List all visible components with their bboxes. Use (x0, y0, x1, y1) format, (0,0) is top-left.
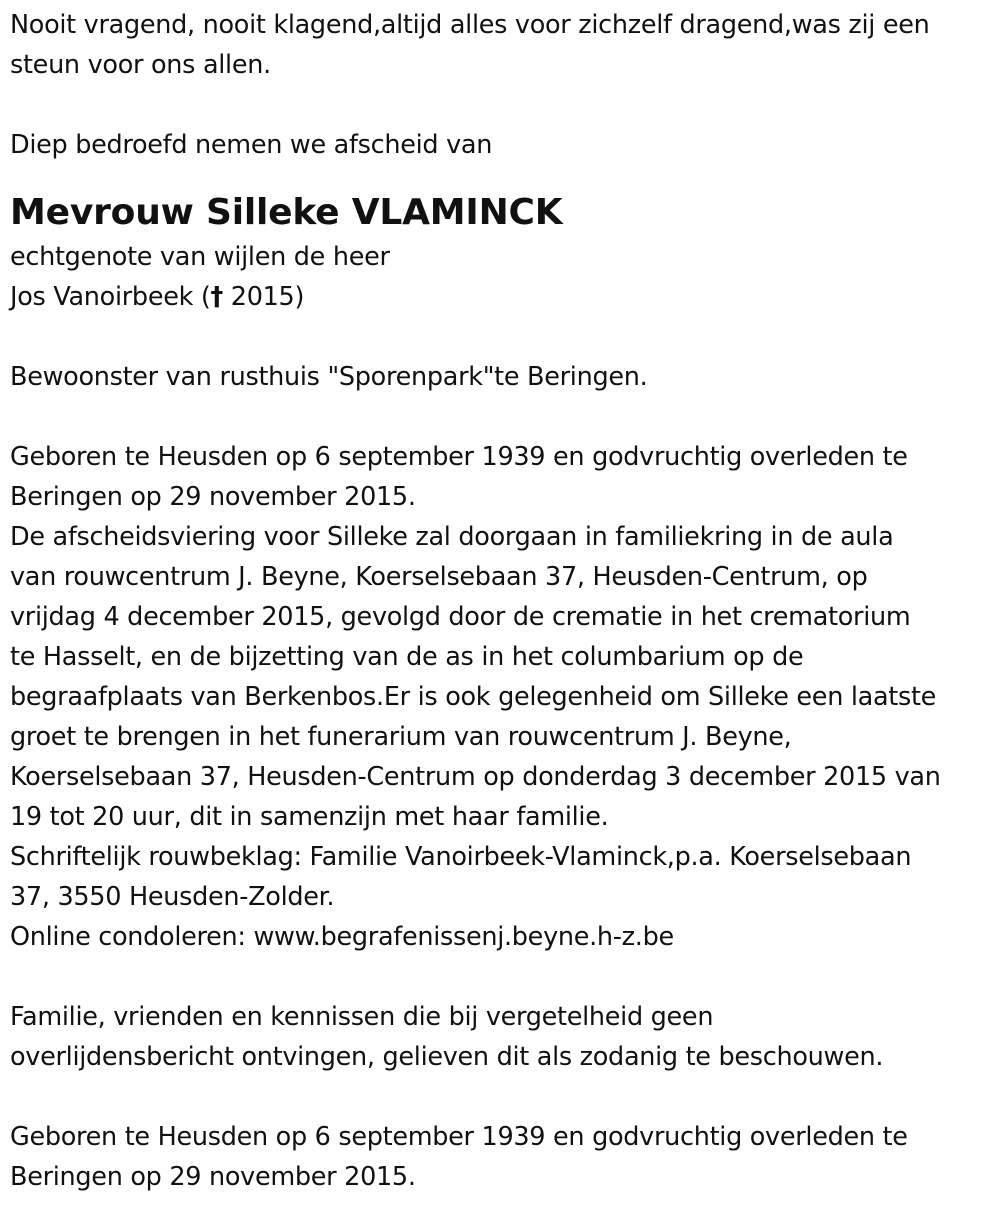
deceased-name: Mevrouw Silleke VLAMINCK (10, 192, 563, 233)
spacer (10, 317, 996, 357)
spouse-name-pre: Jos Vanoirbeek ( (10, 282, 211, 312)
ceremony-line: begraafplaats van Berkenbos.Er is ook gelegenheid om Silleke een laatste (10, 682, 937, 712)
birth-death-line-2: Beringen op 29 november 2015. (10, 482, 416, 512)
spacer (10, 85, 996, 125)
intro-line-1: Nooit vragend, nooit klagend,altijd alles voor zichzelf dragend,was zij een (10, 10, 930, 40)
ceremony-line: vrijdag 4 december 2015, gevolgd door de crematie in het crematorium (10, 602, 911, 632)
spouse-name-post: 2015) (222, 282, 305, 312)
condolences-line-2: 37, 3550 Heusden-Zolder. (10, 882, 335, 912)
ceremony-line: van rouwcentrum J. Beyne, Koerselsebaan 37, Heusden-Centrum, op (10, 562, 868, 592)
ceremony-line: De afscheidsviering voor Silleke zal doorgaan in familiekring in de aula (10, 522, 894, 552)
ceremony-line: 19 tot 20 uur, dit in samenzijn met haar familie. (10, 802, 609, 832)
intro-line-2: steun voor ons allen. (10, 50, 271, 80)
spacer (10, 1077, 996, 1117)
notice-line-2: overlijdensbericht ontvingen, gelieven dit als zodanig te beschouwen. (10, 1042, 884, 1072)
notice-line-1: Familie, vrienden en kennissen die bij vergetelheid geen (10, 1002, 714, 1032)
ceremony-line: te Hasselt, en de bijzetting van de as in het columbarium op de (10, 642, 804, 672)
farewell-text: Diep bedroefd nemen we afscheid van (10, 130, 493, 160)
spouse-line-1: echtgenote van wijlen de heer (10, 242, 390, 272)
condolences-line-1: Schriftelijk rouwbeklag: Familie Vanoirbeek-Vlaminck,p.a. Koerselsebaan (10, 842, 912, 872)
cross-icon: † (210, 282, 223, 312)
residence-text: Bewoonster van rusthuis "Sporenpark"te Beringen. (10, 362, 648, 392)
spouse-line-2 (10, 277, 996, 317)
birth-death-repeat-line-2: Beringen op 29 november 2015. (10, 1162, 416, 1192)
ceremony-line: Koerselsebaan 37, Heusden-Centrum op donderdag 3 december 2015 van (10, 762, 941, 792)
birth-death-line-1: Geboren te Heusden op 6 september 1939 en godvruchtig overleden te (10, 442, 908, 472)
online-condolences: Online condoleren: www.begrafenissenj.beyne.h-z.be (10, 922, 674, 952)
spacer (10, 957, 996, 997)
birth-death-repeat-line-1: Geboren te Heusden op 6 september 1939 en godvruchtig overleden te (10, 1122, 908, 1152)
spacer (10, 165, 996, 183)
spacer (10, 397, 996, 437)
obituary-document (10, 5, 996, 1197)
ceremony-line: groet te brengen in het funerarium van rouwcentrum J. Beyne, (10, 722, 792, 752)
